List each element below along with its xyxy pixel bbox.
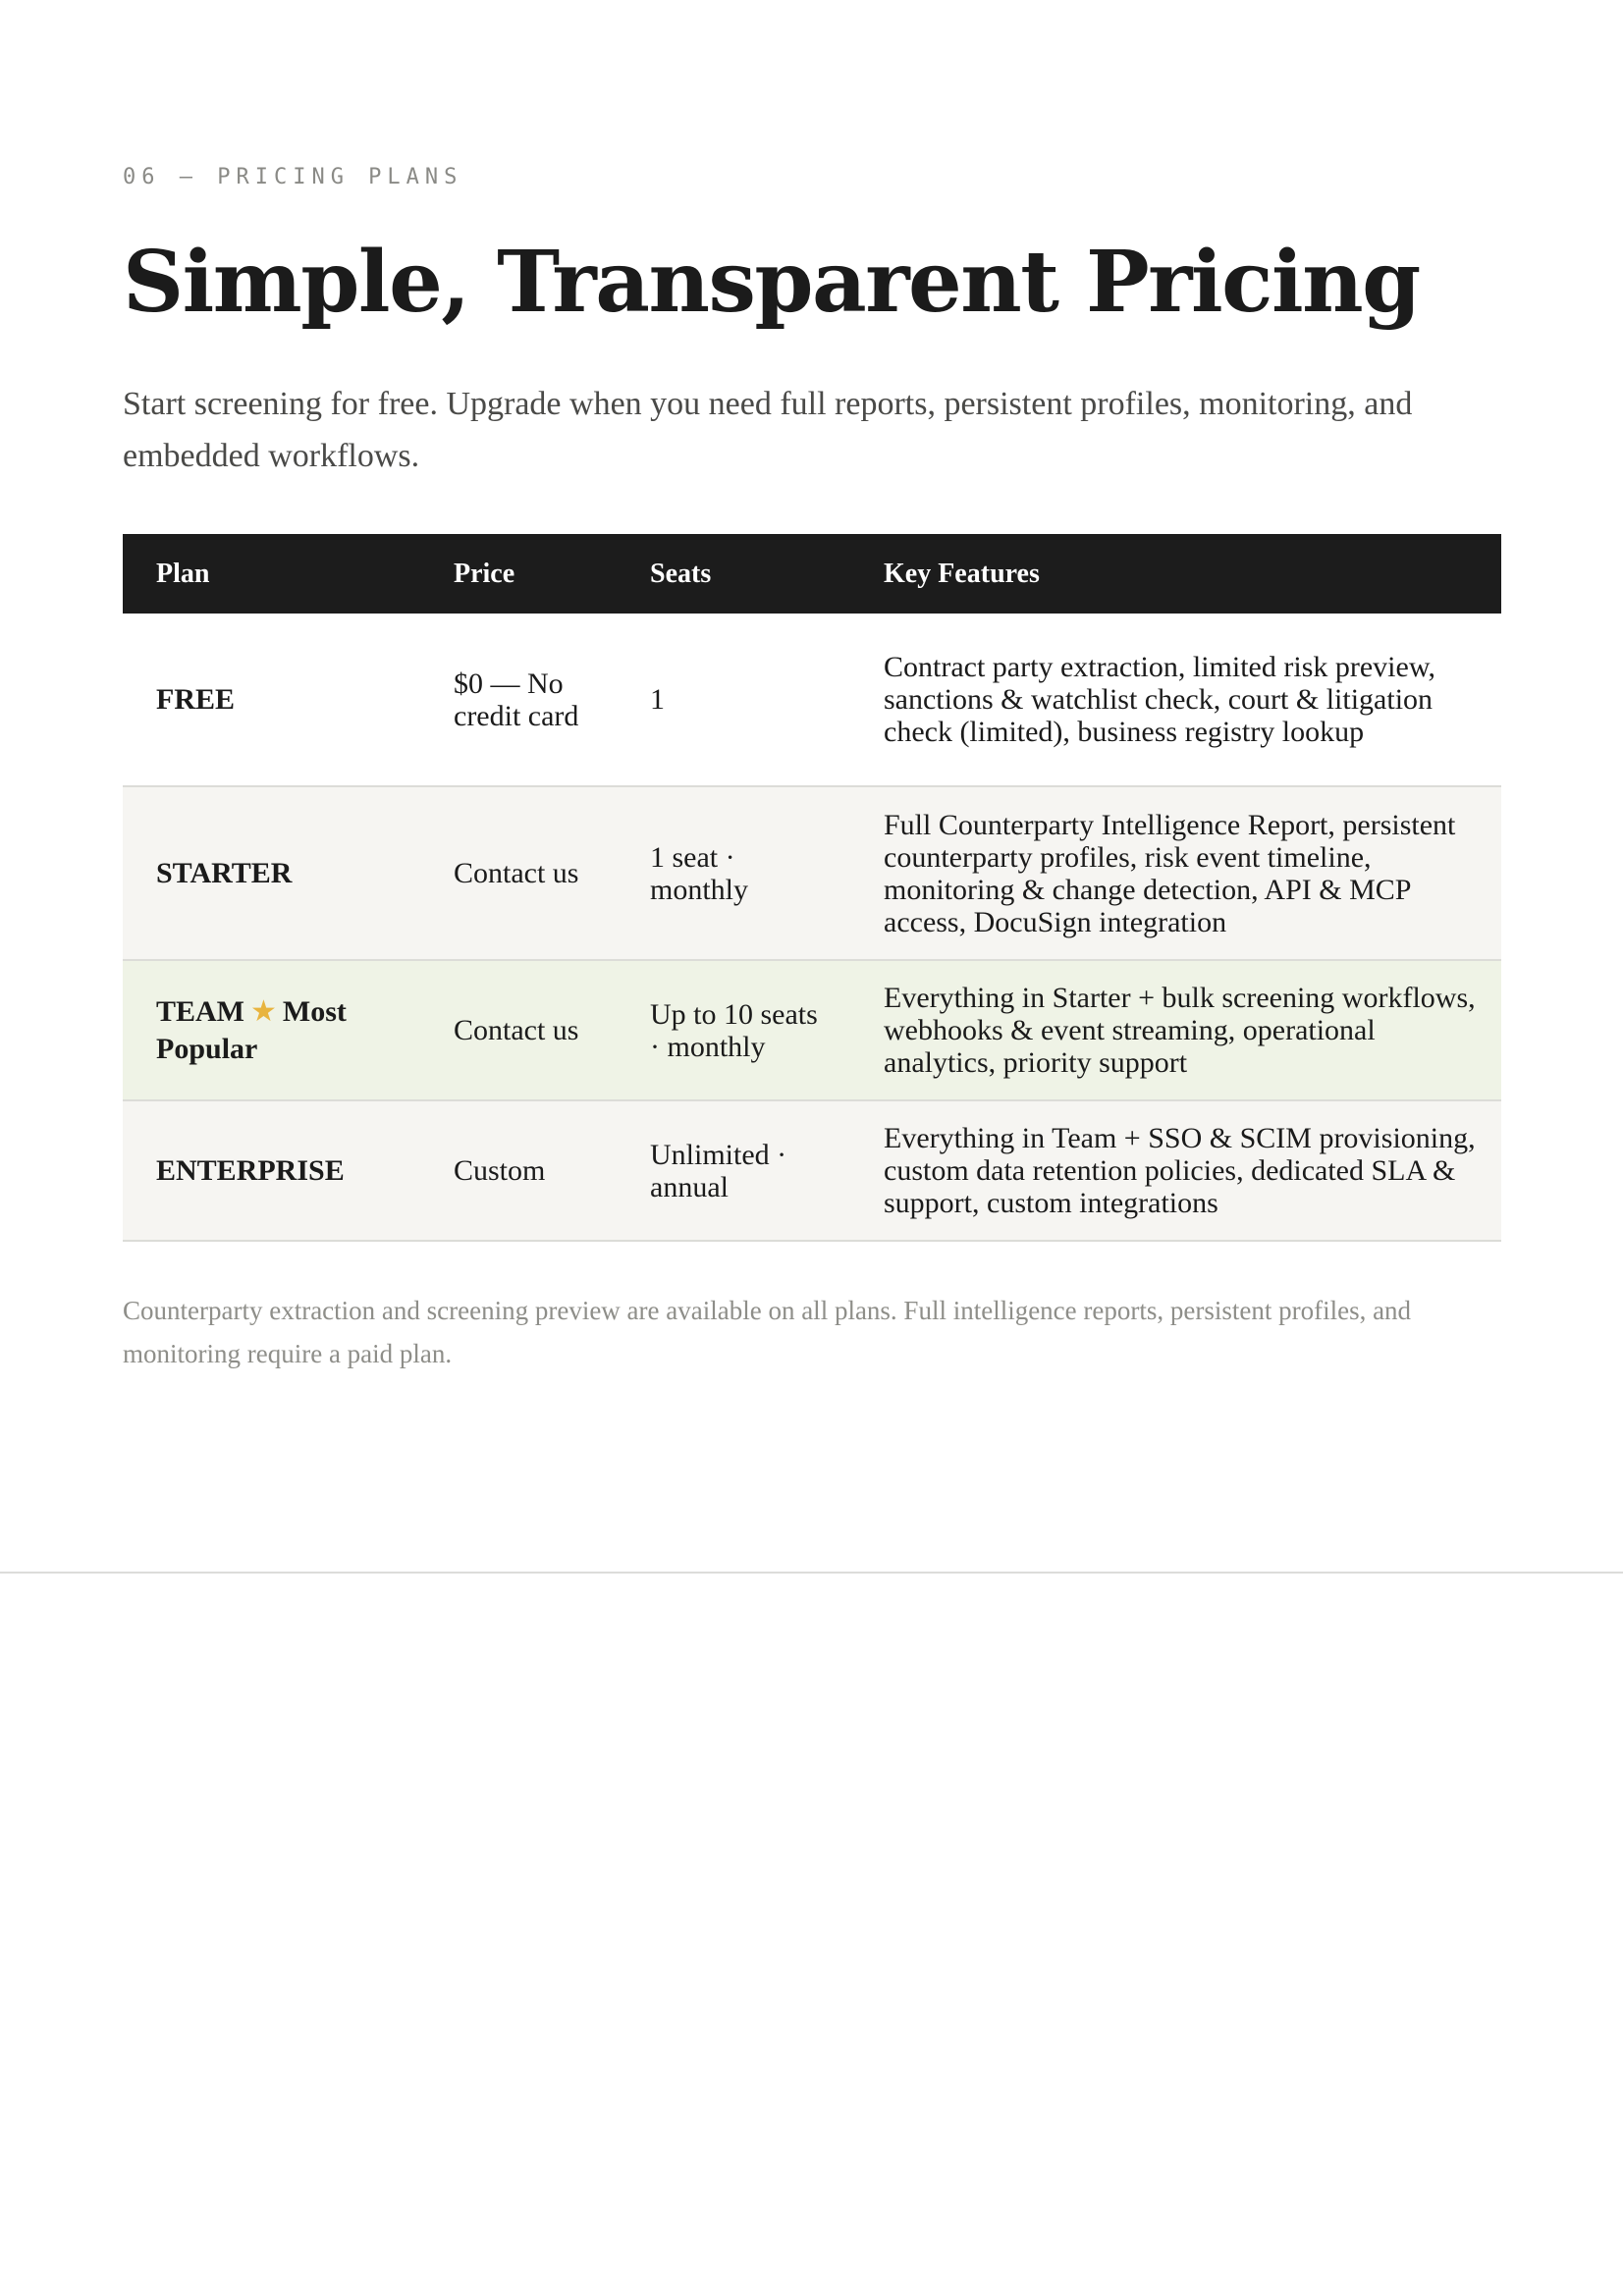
plan-seats: Unlimited · annual bbox=[617, 1100, 850, 1241]
table-row bbox=[123, 1100, 1501, 1241]
column-header-seats: Seats bbox=[650, 558, 712, 589]
section-label: 06 — PRICING PLANS bbox=[123, 165, 463, 189]
footnote: Counterparty extraction and screening preview are available on all plans. Full intelligence reports, persistent profiles, and monitoring require a paid plan. bbox=[123, 1296, 1412, 1368]
plan-seats: 1 bbox=[617, 614, 850, 786]
plan-price: Contact us bbox=[420, 786, 617, 960]
plan-name: STARTER bbox=[123, 786, 420, 960]
plan-price: $0 — No credit card bbox=[420, 614, 617, 786]
plan-seats: Up to 10 seats · monthly bbox=[617, 960, 850, 1100]
page-title: Simple, Transparent Pricing bbox=[123, 233, 1420, 332]
plan-price: Custom bbox=[420, 1100, 617, 1241]
star-icon: ★ bbox=[250, 994, 277, 1028]
table-header-row bbox=[123, 534, 1501, 614]
column-header-price: Price bbox=[454, 558, 515, 589]
plan-name: FREE bbox=[123, 614, 420, 786]
plan-name: ENTERPRISE bbox=[123, 1100, 420, 1241]
column-header-plan: Plan bbox=[156, 558, 210, 589]
plan-features: Contract party extraction, limited risk preview, sanctions & watchlist check, court & litigation check (limited), business registry lookup bbox=[850, 614, 1501, 786]
plan-features: Full Counterparty Intelligence Report, persistent counterparty profiles, risk event timeline, monitoring & change detection, API & MCP access, DocuSign integration bbox=[850, 786, 1501, 960]
table-row-highlighted bbox=[123, 960, 1501, 1100]
column-header-features: Key Features bbox=[884, 558, 1040, 589]
plan-features: Everything in Starter + bulk screening workflows, webhooks & event streaming, operational analytics, priority support bbox=[850, 960, 1501, 1100]
table-row bbox=[123, 614, 1501, 786]
plan-name-cell bbox=[123, 960, 420, 1100]
table-row bbox=[123, 786, 1501, 960]
pricing-table bbox=[123, 534, 1501, 1242]
page-divider bbox=[0, 1572, 1623, 1574]
plan-price: Contact us bbox=[420, 960, 617, 1100]
plan-features: Everything in Team + SSO & SCIM provisioning, custom data retention policies, dedicated SLA & support, custom integrations bbox=[850, 1100, 1501, 1241]
intro-paragraph: Start screening for free. Upgrade when you need full reports, persistent profiles, monitoring, and embedded workflows. bbox=[123, 386, 1413, 474]
most-popular-label: Most Popular bbox=[156, 994, 347, 1065]
plan-name: TEAM bbox=[156, 994, 244, 1028]
plan-seats: 1 seat · monthly bbox=[617, 786, 850, 960]
